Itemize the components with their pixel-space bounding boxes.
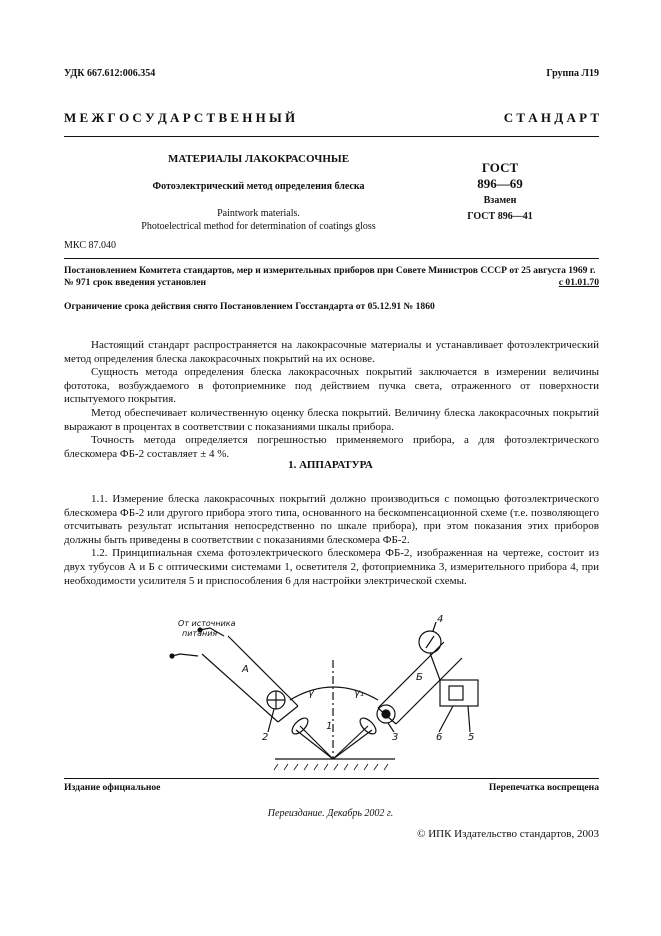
english-subtitle-line: Photoelectrical method for determination of coatings gloss bbox=[141, 221, 376, 232]
group-code: Группа Л19 bbox=[546, 68, 599, 79]
angle-gamma-label: γ bbox=[308, 688, 314, 699]
callout-6: 6 bbox=[436, 732, 443, 743]
standard-banner bbox=[64, 110, 599, 126]
footer-rule bbox=[64, 778, 599, 779]
decree-text: Постановлением Комитета стандартов, мер и измерительных приборов при Совете Министров СССР от 25 августа 1969 г. № 971 срок введения установлен bbox=[64, 265, 596, 288]
limitation-text: Ограничение срока действия снято Постановлением Госстандарта от 05.12.91 № 1860 bbox=[64, 301, 435, 312]
mks-rule bbox=[64, 258, 599, 259]
intro-paragraph: Настоящий стандарт распространяется на лакокрасочные материалы и устанавливает фотоэлектрический метод определения блеска лакокрасочных покрытий на их основе. bbox=[64, 339, 599, 365]
replaces-label: Взамен bbox=[483, 195, 517, 206]
gost-number: 896—69 bbox=[477, 176, 523, 191]
intro-paragraph: Сущность метода определения блеска лакокрасочных покрытий заключается в измерении величины фототока, возбуждаемого в фотоприемнике под действием пучка света, отраженного от поверхности испытуемого покрытия. bbox=[64, 366, 599, 406]
document-subtitle: Фотоэлектрический метод определения блеска bbox=[152, 181, 365, 192]
callout-5: 5 bbox=[468, 732, 475, 743]
callout-1: 1 bbox=[326, 721, 333, 732]
banner-word-standard: С Т А Н Д А Р Т bbox=[503, 110, 599, 125]
section-body bbox=[64, 493, 599, 588]
clause-1-2: 1.2. Принципиальная схема фотоэлектрического блескомера ФБ-2, изображенная на чертеже, состоит из двух тубусов А и Б с оптическими системами 1, осветителя 2, фотоприемника 3, измерительного прибора 4, при необходимости усилителя 5 и приспособления 6 для настройки электрической схемы. bbox=[64, 547, 599, 587]
copyright-note: © ИПК Издательство стандартов, 2003 bbox=[417, 828, 599, 840]
edition-note: Издание официальное bbox=[64, 782, 161, 793]
english-title-line: Paintwork materials. bbox=[217, 208, 300, 219]
document-title: МАТЕРИАЛЫ ЛАКОКРАСОЧНЫЕ bbox=[167, 153, 350, 165]
header-rule bbox=[64, 136, 599, 137]
callout-4: 4 bbox=[437, 614, 444, 625]
tube-b-label: Б bbox=[416, 672, 423, 683]
reissue-note: Переиздание. Декабрь 2002 г. bbox=[267, 808, 394, 819]
intro-paragraph: Точность метода определяется погрешностью применяемого прибора, а для фотоэлектрического блескомера ФБ-2 составляет ± 4 %. bbox=[64, 434, 599, 460]
source-label-line-1: От источника bbox=[178, 619, 236, 628]
intro-paragraph: Метод обеспечивает количественную оценку блеска покрытий. Величину блеска лакокрасочных покрытий выражают в процентах в соответствии с показаниями шкалы прибора. bbox=[64, 406, 599, 433]
clause-1-1: 1.1. Измерение блеска лакокрасочных покрытий должно производиться с помощью фотоэлектрического блескомера ФБ-2 или другого прибора этого типа, основанного на бескомпенсационной схеме (т.е. позволяющего отсчитывать результат испытания непосредственно по шкале прибора), при этом показания этих приборов должны быть приведены в соответствии с показаниями блескомера ФБ-2. bbox=[64, 493, 599, 546]
gost-label: ГОСТ bbox=[481, 160, 519, 175]
english-title bbox=[86, 207, 431, 233]
angle-gamma1-label: γ₁ bbox=[354, 688, 364, 699]
tube-a-label: А bbox=[242, 664, 249, 675]
reprint-note: Перепечатка воспрещена bbox=[488, 782, 599, 793]
source-label-line-2: питания bbox=[182, 629, 218, 638]
udk-code: УДК 667.612:006.354 bbox=[64, 68, 156, 79]
section-heading: 1. АППАРАТУРА bbox=[288, 459, 373, 471]
replaces-value: ГОСТ 896—41 bbox=[467, 211, 533, 222]
banner-word-interstate: М Е Ж Г О С У Д А Р С Т В Е Н Н Ы Й bbox=[64, 110, 296, 125]
mks-code: МКС 87.040 bbox=[64, 240, 116, 251]
callout-2: 2 bbox=[262, 732, 269, 743]
intro-block bbox=[64, 339, 599, 461]
decree-date: с 01.01.70 bbox=[558, 277, 599, 288]
callout-3: 3 bbox=[392, 732, 399, 743]
glossmeter-diagram bbox=[150, 614, 500, 772]
